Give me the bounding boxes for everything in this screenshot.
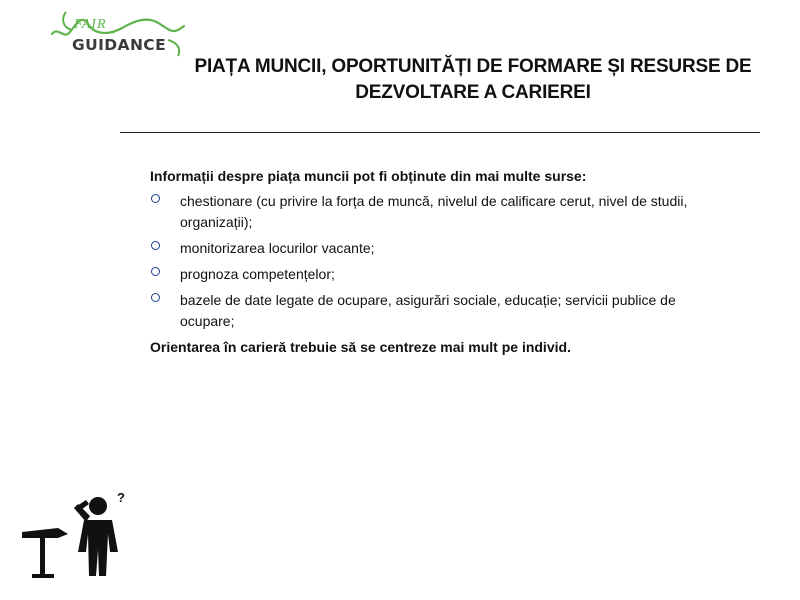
- list-item-text: monitorizarea locurilor vacante;: [180, 240, 375, 256]
- bullet-ring-icon: [151, 194, 160, 203]
- fair-guidance-logo: [48, 6, 188, 64]
- signpost-person-graphic: [18, 490, 136, 582]
- bullet-ring-icon: [151, 241, 160, 250]
- bullet-ring-icon: [151, 267, 160, 276]
- list-item-text: chestionare (cu privire la forța de muncă, nivelul de calificare cerut, nivel de studii, organizații);: [180, 193, 688, 230]
- list-item: [150, 238, 730, 259]
- title-divider: [120, 132, 760, 133]
- main-content: [150, 166, 730, 358]
- intro-text: Informații despre piața muncii pot fi obținute din mai multe surse:: [150, 168, 587, 184]
- question-mark-text: ?: [117, 490, 125, 505]
- sources-list: [150, 191, 730, 332]
- signpost-person-question-icon: [18, 490, 136, 582]
- page-title-line-1: PIAȚA MUNCII, OPORTUNITĂȚI DE FORMARE ȘI RESURSE DE: [194, 56, 752, 77]
- list-item-text: prognoza competențelor;: [180, 266, 335, 282]
- list-item: [150, 191, 730, 233]
- bullet-ring-icon: [151, 293, 160, 302]
- closing-text: Orientarea în carieră trebuie să se centreze mai mult pe individ.: [150, 339, 571, 355]
- list-item: [150, 264, 730, 285]
- logo-main-text: GUIDANCE: [72, 36, 167, 54]
- list-item: [150, 290, 730, 332]
- page-title-line-2: DEZVOLTARE A CARIEREI: [355, 82, 591, 103]
- logo-graphic: [48, 6, 188, 64]
- page-title: [190, 54, 756, 106]
- list-item-text: bazele de date legate de ocupare, asigurări sociale, educație; servicii publice de ocupare;: [180, 292, 676, 329]
- logo-script-text: FAIR: [74, 17, 107, 32]
